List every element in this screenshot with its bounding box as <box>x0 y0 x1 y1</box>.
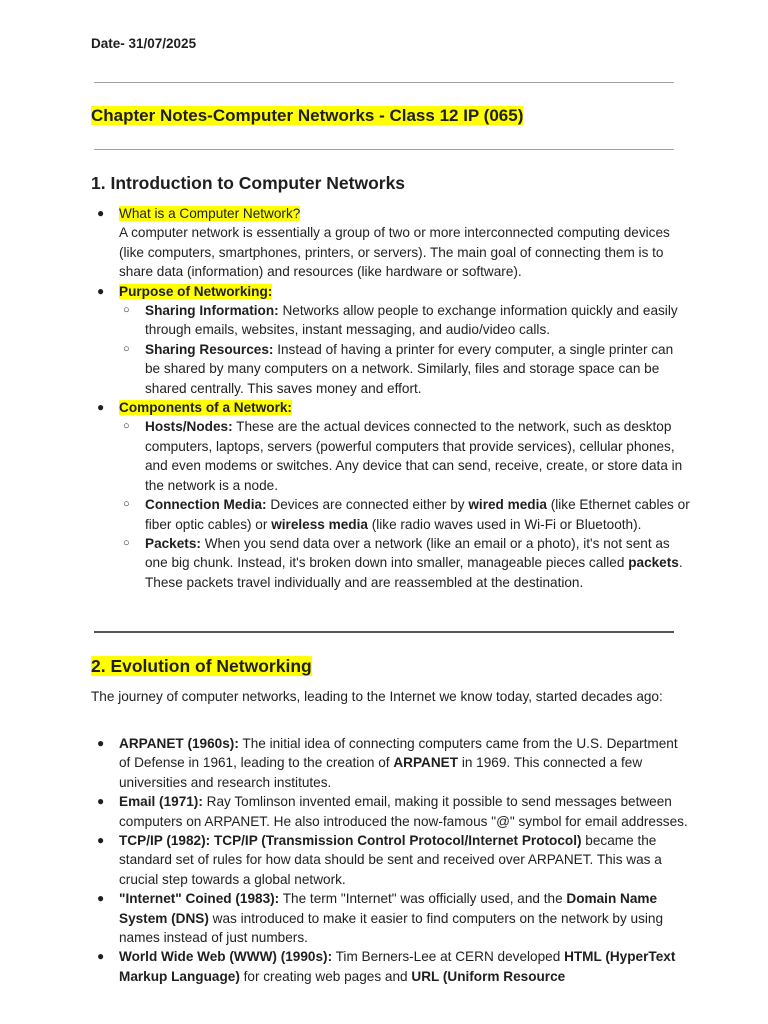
bullet-icon: ● <box>97 949 105 964</box>
what-label: What is a Computer Network? <box>119 206 301 221</box>
component-item-packets <box>119 534 691 592</box>
section2-intro: The journey of computer networks, leading to the Internet we know today, started decades ago: <box>91 689 663 704</box>
text-internet-1: The term "Internet" was officially used, and the <box>279 891 567 907</box>
bold-html: HTML (HyperText Markup Language) <box>119 949 676 984</box>
section1-list <box>91 204 691 592</box>
term-www: World Wide Web (WWW) (1990s): <box>119 949 333 965</box>
purpose-item-resources <box>119 340 691 398</box>
section2-heading-text: 2. Evolution of Networking <box>91 656 312 676</box>
purpose-item-information <box>119 301 691 340</box>
text-media-3: (like radio waves used in Wi-Fi or Bluetooth). <box>367 516 642 532</box>
what-text: A computer network is essentially a group of two or more interconnected computing devices (like computers, smartphones, printers, or servers). The main goal of connecting them is to share data (information) and resources (like hardware or software). <box>119 225 670 280</box>
text-internet-2: was introduced to make it easier to find computers on the network by using names instead of just numbers. <box>119 910 664 946</box>
list-item-arpanet <box>91 734 691 792</box>
divider-title <box>94 149 674 150</box>
section2-heading <box>91 656 312 677</box>
bullet-icon: ● <box>97 891 105 906</box>
bold-packets: packets <box>628 555 679 571</box>
list-item-www <box>91 947 691 986</box>
bold-tcpip: TCP/IP (Transmission Control Protocol/Internet Protocol) <box>213 833 582 849</box>
bold-wired-media: wired media <box>468 497 547 513</box>
section2-list <box>91 734 691 986</box>
circle-bullet-icon: ○ <box>123 536 130 549</box>
term-sharing-information: Sharing Information: <box>145 303 279 319</box>
components-label: Components of a Network: <box>119 400 292 416</box>
text-media-2: (like Ethernet cables or fiber optic cables) or <box>145 497 690 532</box>
text-arpanet-1: The initial idea of connecting computers came from the U.S. Department of Defense in 1961, leading to the creation of <box>119 736 678 771</box>
bold-dns: Domain Name System (DNS) <box>119 891 658 926</box>
term-sharing-resources: Sharing Resources: <box>145 341 274 357</box>
term-internet: "Internet" Coined (1983): <box>119 891 280 907</box>
list-item-components <box>91 398 691 592</box>
purpose-list <box>119 301 691 398</box>
text-email: Ray Tomlinson invented email, making it possible to send messages between computers on ARPANET. He also introduced the now-famous "@" symbol for email addresses. <box>119 794 688 829</box>
text-tcpip-1: became the standard set of rules for how data should be sent and received over ARPANET. This was a crucial step towards a global network. <box>119 833 662 887</box>
circle-bullet-icon: ○ <box>123 420 130 433</box>
list-item-tcpip <box>91 831 691 889</box>
bullet-icon: ● <box>97 833 105 848</box>
page-title <box>91 106 523 126</box>
term-packets: Packets: <box>145 535 201 551</box>
text-media-1: Devices are connected either by <box>266 497 469 513</box>
list-item-internet <box>91 889 691 947</box>
bold-url: URL (Uniform Resource <box>411 968 566 984</box>
term-email: Email (1971): <box>119 794 203 810</box>
list-item-purpose <box>91 282 691 398</box>
text-arpanet-2: in 1969. This connected a few universities and research institutes. <box>119 755 643 790</box>
section1-body <box>91 204 691 592</box>
text-packets-1: When you send data over a network (like an email or a photo), it's not sent as one big chunk. Instead, it's broken down into smaller, manageable pieces called <box>145 535 670 571</box>
term-hosts: Hosts/Nodes: <box>145 419 233 435</box>
section1-heading: 1. Introduction to Computer Networks <box>91 173 406 193</box>
term-media: Connection Media: <box>145 497 267 513</box>
text-hosts: These are the actual devices connected to the network, such as desktop computers, laptops, servers (powerful computers that provide services), cellular phones, and even modems or switches. Any device that can send, receive, create, or store data in the network is a node. <box>145 419 683 493</box>
text-packets-2: . These packets travel individually and are reassembled at the destination. <box>145 555 683 590</box>
purpose-label: Purpose of Networking: <box>119 283 273 299</box>
text-sharing-information: Networks allow people to exchange information quickly and easily through emails, websites, instant messaging, and audio/video calls. <box>145 303 678 338</box>
term-arpanet: ARPANET (1960s): <box>119 736 239 751</box>
component-item-hosts <box>119 417 691 495</box>
text-sharing-resources: Instead of having a printer for every computer, a single printer can be shared by many computers on a network. Similarly, files and storage space can be shared centrally. This saves money and effort. <box>145 341 674 396</box>
bullet-icon: ● <box>97 736 105 750</box>
circle-bullet-icon: ○ <box>123 304 130 317</box>
section2-intro-block <box>91 687 691 706</box>
text-www-2: for creating web pages and <box>239 968 412 984</box>
circle-bullet-icon: ○ <box>123 342 130 355</box>
term-tcpip: TCP/IP (1982): <box>119 833 211 849</box>
bullet-icon: ● <box>97 206 105 220</box>
bullet-icon: ● <box>97 400 105 415</box>
divider-top <box>94 82 674 83</box>
bullet-icon: ● <box>97 794 105 809</box>
component-item-media <box>119 495 691 534</box>
components-list <box>119 417 691 592</box>
date-line: Date- 31/07/2025 <box>91 36 197 51</box>
section2-body <box>91 734 691 986</box>
text-www-1: Tim Berners-Lee at CERN developed <box>332 949 565 965</box>
bold-wireless-media: wireless media <box>271 516 368 532</box>
list-item-email <box>91 792 691 831</box>
bullet-icon: ● <box>97 283 105 298</box>
circle-bullet-icon: ○ <box>123 498 130 511</box>
page-title-text: Chapter Notes-Computer Networks - Class 12 IP (065) <box>91 106 524 125</box>
list-item-what-is <box>91 204 691 282</box>
bold-arpanet: ARPANET <box>393 755 459 771</box>
divider-section2 <box>94 631 674 633</box>
